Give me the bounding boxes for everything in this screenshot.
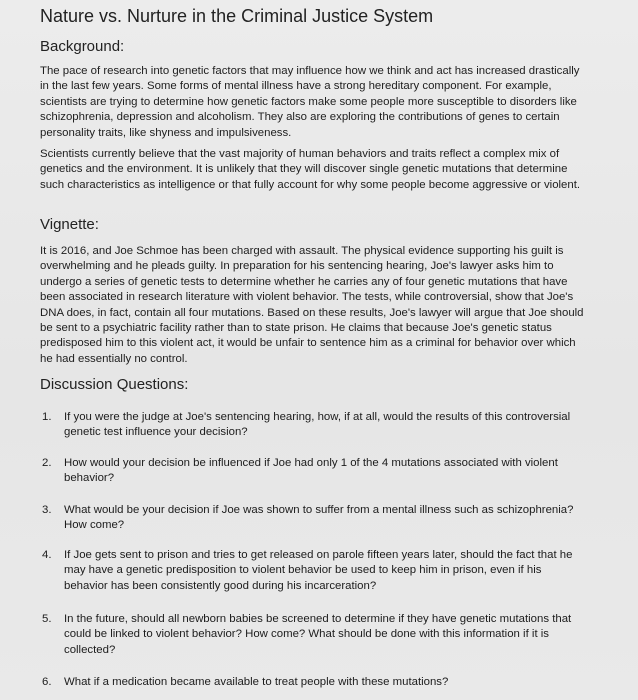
document-title: Nature vs. Nurture in the Criminal Justice System [40,6,434,26]
discussion-question-6 [40,675,600,690]
discussion-question-5 [40,612,600,658]
question-number: 6. [42,676,52,688]
question-number: 5. [42,613,52,625]
question-text: How would your decision be influenced if Joe had only 1 of the 4 mutations associated with violent behavior? [64,457,558,485]
background-paragraph-2: Scientists currently believe that the vast majority of human behaviors and traits reflect a complex mix of genetics and the environment. It is unlikely that they will discover single genetic mutations that determine such characteristics as intelligence or that fully account for why some people become aggressive or violent. [40,148,581,191]
discussion-question-4 [40,548,600,594]
background-heading: Background: [40,38,125,55]
question-text: What would be your decision if Joe was shown to suffer from a mental illness such as schizophrenia? How come? [64,504,574,532]
question-number: 4. [42,549,52,561]
question-number: 2. [42,457,52,469]
discussion-question-3 [40,503,600,534]
discussion-question-2 [40,456,600,487]
question-text: If you were the judge at Joe's sentencing hearing, how, if at all, would the results of this controversial genetic test influence your decision? [64,411,571,439]
question-text: If Joe gets sent to prison and tries to get released on parole fifteen years later, should the fact that he may have a genetic predisposition to violent behavior be used to keep him in prison, even if his behavior has been consistently good during his incarceration? [64,549,573,592]
question-number: 3. [42,504,52,516]
question-number: 1. [42,411,52,423]
vignette-paragraph: It is 2016, and Joe Schmoe has been charged with assault. The physical evidence supporting his guilt is overwhelming and he pleads guilty. In preparation for his sentencing hearing, Joe's lawyer asks him to undergo a series of genetic tests to determine whether he carries any of four genetic mutations that have been associated in research literature with violent behavior. The tests, while controversial, show that Joe's DNA does, in fact, contain all four mutations. Based on these results, Joe's lawyer will argue that Joe should be sent to a psychiatric facility rather than to state prison. He claims that because Joe's genetic status predisposed him to this violent act, it would be unfair to sentence him as a criminal for behavior over which he had essentially no control. [40,245,584,365]
discussion-heading: Discussion Questions: [40,376,189,393]
discussion-question-1 [40,410,600,441]
question-text: What if a medication became available to treat people with these mutations? [64,676,449,688]
question-text: In the future, should all newborn babies be screened to determine if they have genetic mutations that could be linked to violent behavior? How come? What should be done with this information if it is collected? [64,613,572,656]
vignette-heading: Vignette: [40,216,99,233]
background-paragraph-1: The pace of research into genetic factors that may influence how we think and act has increased drastically in the last few years. Some forms of mental illness have a strong hereditary component. For example, scientists are trying to determine how genetic factors make some people more susceptible to disorders like schizophrenia, depression and alcoholism. They also are exploring the contributions of genes to certain personality traits, like shyness and impulsiveness. [40,65,580,139]
